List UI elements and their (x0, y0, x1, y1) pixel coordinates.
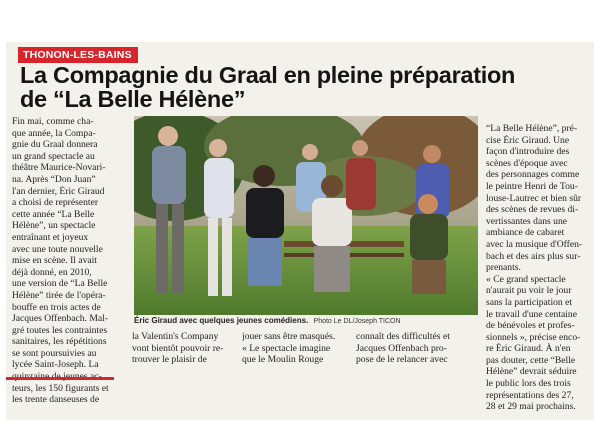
text-line: sans la participation et (486, 296, 573, 308)
text-line: Fin mai, comme cha- (12, 116, 94, 127)
text-line: avec la musique d'Offen- (486, 238, 583, 250)
text-line: gré toutes les contraintes (12, 324, 108, 336)
text-line: scènes d'époque avec (486, 157, 568, 169)
text-line: na. Après “Don Juan” (12, 173, 96, 185)
group-photo-illustration (134, 116, 478, 315)
text-line: une version de “La Belle (12, 278, 108, 290)
headline-line: La Compagnie du Graal en pleine préparation (20, 62, 516, 88)
text-line: trouver le plaisir de (132, 354, 207, 366)
location-kicker: THONON-LES-BAINS (18, 47, 138, 63)
text-line: le public lors des trois (486, 378, 571, 390)
text-line: déjà donné, en 2010, (12, 266, 92, 278)
text-line: jouer sans être masqués. (242, 331, 336, 342)
text-line: connaît des difficultés et (356, 331, 450, 342)
text-line: avec une toute nouvelle (12, 243, 103, 255)
text-line: représentations des 27, (486, 389, 574, 401)
text-line: l'an dernier, Éric Giraud (12, 185, 105, 197)
text-line: se sont poursuivies au (12, 347, 97, 359)
text-line: “La Belle Hélène”, pré- (486, 123, 578, 134)
text-line: Hélène” devrait séduire (486, 366, 577, 378)
text-line: « Le spectacle imagine (242, 342, 331, 354)
text-line: pose de le relancer avec (356, 354, 448, 366)
text-line: 28 et 29 mai prochains. (486, 401, 576, 413)
headline-line: de “La Belle Hélène” (20, 86, 246, 112)
article-column-left (12, 116, 126, 406)
text-line: gnie du Graal donnera (12, 139, 98, 151)
text-line: mise en scène. Il avait (12, 255, 97, 267)
text-line: que année, la Compa- (12, 127, 96, 139)
article-column-bottom-3 (356, 331, 472, 366)
text-line: des personnages comme (486, 169, 580, 181)
text-line: la Valentin's Company (132, 331, 219, 342)
text-line: Hélène”, un spectacle (12, 220, 96, 232)
text-line: louse-Lautrec et bien sûr (486, 192, 582, 204)
text-line: vertissantes dans une (486, 215, 567, 227)
text-line: façon d'introduire des (486, 146, 570, 158)
text-line: re Éric Giraud. À n'en (486, 343, 571, 355)
red-accent-rule (6, 377, 114, 380)
article-column-bottom-2 (242, 331, 352, 366)
text-line: pas douter, cette “Belle (486, 354, 576, 366)
newspaper-clipping (6, 42, 594, 420)
text-line: a choisi de représenter (12, 197, 99, 209)
text-line: de bénévoles et profes- (486, 320, 575, 332)
text-line: cise Éric Giraud. Une (486, 134, 570, 146)
text-line: des scènes de revues di- (486, 204, 579, 216)
text-line: sionnels », précise enco- (486, 331, 581, 343)
article-column-bottom-1 (132, 331, 236, 366)
text-line: Jacques Offenbach. Mal- (12, 313, 108, 325)
text-line: teurs, les 150 figurants et (12, 382, 109, 394)
text-line: prenants. (486, 262, 521, 274)
text-line: que le Moulin Rouge (242, 354, 324, 366)
text-line: bach et des airs plus sur- (486, 250, 581, 262)
caption-text: Éric Giraud avec quelques jeunes comédiens. (134, 316, 309, 325)
text-line: bouffe en trois actes de (12, 301, 101, 313)
text-line: « Ce grand spectacle (486, 273, 566, 285)
text-line: ambiance de cabaret (486, 227, 565, 239)
text-line: le peintre Henri de Tou- (486, 180, 578, 192)
text-line: vont bientôt pouvoir re- (132, 342, 224, 354)
text-line: Hélène” tirée de l'opéra- (12, 289, 106, 301)
text-line: n'aurait pu voir le jour (486, 285, 572, 297)
article-headline (20, 63, 580, 111)
text-line: théâtre Maurice-Novari- (12, 162, 106, 174)
text-line: les trente danseuses de (12, 394, 100, 406)
group-photo (134, 116, 478, 315)
photo-caption (134, 316, 480, 327)
text-line: le travail d'une centaine (486, 308, 577, 320)
text-line: cette année “La Belle (12, 208, 95, 220)
text-line: un grand spectacle au (12, 150, 95, 162)
text-line: entraînant et joyeux (12, 231, 89, 243)
photo-credit: Photo Le DL/Joseph TICON (313, 318, 401, 325)
text-line: sanitaires, les répétitions (12, 336, 107, 348)
text-line: Jacques Offenbach pro- (356, 342, 447, 354)
text-line: lycée Saint-Joseph. La (12, 359, 99, 371)
article-column-right (486, 123, 590, 413)
